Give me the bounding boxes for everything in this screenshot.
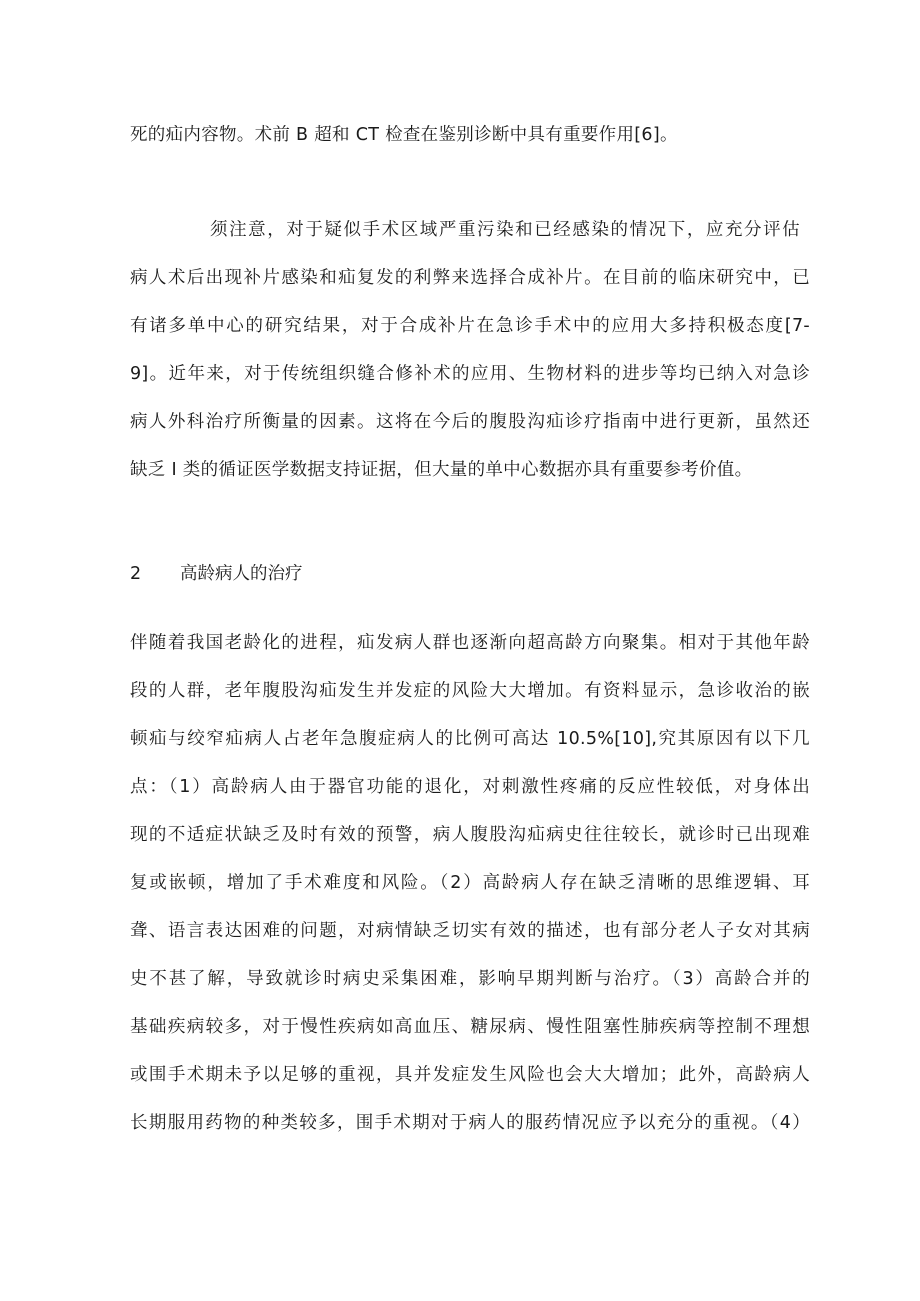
- paragraph-line: 复或嵌顿，增加了手术难度和风险。（2）高龄病人存在缺乏清晰的思维逻辑、耳: [130, 873, 810, 893]
- paragraph-line: 点：（1）高龄病人由于器官功能的退化，对刺激性疼痛的反应性较低，对身体出: [130, 777, 810, 797]
- paragraph-line: 病人术后出现补片感染和疝复发的利弊来选择合成补片。在目前的临床研究中，已: [130, 268, 810, 288]
- paragraph-line: 长期服用药物的种类较多，围手术期对于病人的服药情况应予以充分的重视。（4）: [130, 1113, 810, 1133]
- paragraph-line: 现的不适症状缺乏及时有效的预警，病人腹股沟疝病史往往较长，就诊时已出现难: [130, 825, 810, 845]
- paragraph-line: 有诸多单中心的研究结果，对于合成补片在急诊手术中的应用大多持积极态度[7-: [130, 316, 810, 336]
- paragraph-line: 9]。近年来，对于传统组织缝合修补术的应用、生物材料的进步等均已纳入对急诊: [130, 364, 810, 384]
- paragraph-line: 病人外科治疗所衡量的因素。这将在今后的腹股沟疝诊疗指南中进行更新，虽然还: [130, 412, 810, 432]
- section-title: 高龄病人的治疗: [180, 564, 303, 584]
- section-number: 2: [130, 564, 142, 584]
- paragraph-line: 缺乏 I 类的循证医学数据支持证据，但大量的单中心数据亦具有重要参考价值。: [130, 460, 753, 480]
- paragraph-line: 聋、语言表达困难的问题，对病情缺乏切实有效的描述，也有部分老人子女对其病: [130, 921, 810, 941]
- paragraph-line: 段的人群，老年腹股沟疝发生并发症的风险大大增加。有资料显示，急诊收治的嵌: [130, 681, 810, 701]
- paragraph-line: 基础疾病较多，对于慢性疾病如高血压、糖尿病、慢性阻塞性肺疾病等控制不理想: [130, 1017, 810, 1037]
- paragraph-line: 伴随着我国老龄化的进程，疝发病人群也逐渐向超高龄方向聚集。相对于其他年龄: [130, 633, 810, 653]
- paragraph-line: 须注意，对于疑似手术区域严重污染和已经感染的情况下，应充分评估: [210, 220, 800, 240]
- paragraph-line: 或围手术期未予以足够的重视，具并发症发生风险也会大大增加；此外，高龄病人: [130, 1065, 810, 1085]
- section-heading: [130, 562, 303, 586]
- paragraph-line: 史不甚了解，导致就诊时病史采集困难，影响早期判断与治疗。（3）高龄合并的: [130, 969, 810, 989]
- paragraph-line: 死的疝内容物。术前 B 超和 CT 检查在鉴别诊断中具有重要作用[6]。: [130, 125, 678, 145]
- paragraph-line: 顿疝与绞窄疝病人占老年急腹症病人的比例可高达 10.5%[10],究其原因有以下几: [130, 729, 810, 749]
